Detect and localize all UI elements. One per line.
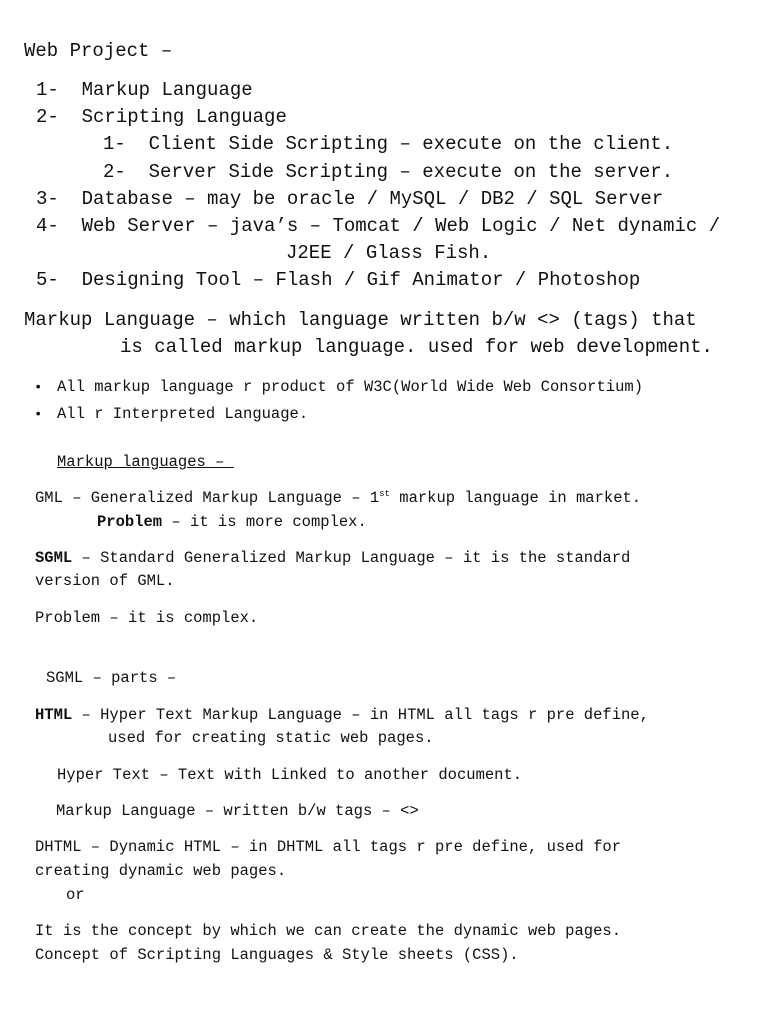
bullet-text: All r Interpreted Language.	[57, 405, 309, 423]
markup-language-note: Markup Language – written b/w tags – <>	[56, 802, 419, 820]
list-text: Scripting Language	[81, 106, 287, 128]
list-item-1	[36, 81, 253, 100]
html-definition-line-1: HTML – Hyper Text Markup Language – in HTML all tags r pre define,	[35, 706, 649, 724]
markup-definition-line-1: Markup Language – which language written b/w <> (tags) that	[24, 309, 697, 331]
hyper-text-definition: Hyper Text – Text with Linked to another document.	[57, 766, 523, 784]
problem-label: Problem	[97, 513, 163, 531]
sub-item-1	[103, 135, 673, 154]
sgml-definition-line-1: SGML – Standard Generalized Markup Language – it is the standard	[35, 549, 631, 567]
list-item-3	[36, 190, 663, 209]
list-item-4	[36, 217, 720, 236]
list-number: 3-	[36, 188, 59, 210]
or-separator: or	[66, 886, 85, 904]
sgml-problem: Problem – it is complex.	[35, 609, 259, 627]
list-number: 5-	[36, 269, 59, 291]
page-title: Web Project –	[24, 40, 173, 62]
sgml-parts-heading: SGML – parts –	[46, 669, 177, 687]
section-heading: Markup languages –	[57, 453, 234, 471]
list-item-4-continued: J2EE / Glass Fish.	[286, 242, 492, 264]
html-definition-line-2: used for creating static web pages.	[108, 729, 434, 747]
list-text: Server Side Scripting – execute on the server.	[148, 161, 674, 183]
bullet-icon: •	[34, 380, 43, 396]
list-text: Database – may be oracle / MySQL / DB2 / SQL Server	[81, 188, 664, 210]
sgml-definition-line-2: version of GML.	[35, 572, 175, 590]
list-text: Designing Tool – Flash / Gif Animator / Photoshop	[81, 269, 641, 291]
markup-definition-line-2: is called markup language. used for web development.	[120, 336, 713, 358]
sgml-label: SGML	[35, 549, 73, 567]
list-text: Web Server – java’s – Tomcat / Web Logic / Net dynamic /	[81, 215, 721, 237]
sub-item-2	[103, 163, 673, 182]
list-text: Client Side Scripting – execute on the client.	[148, 133, 674, 155]
gml-problem: Problem – it is more complex.	[97, 513, 367, 531]
list-number: 2-	[103, 161, 126, 183]
list-item-5	[36, 271, 640, 290]
dhtml-definition-line-2: creating dynamic web pages.	[35, 862, 287, 880]
list-text: Markup Language	[81, 79, 253, 101]
html-label: HTML	[35, 706, 73, 724]
list-number: 4-	[36, 215, 59, 237]
list-number: 2-	[36, 106, 59, 128]
list-number: 1-	[36, 79, 59, 101]
dhtml-definition-line-1: DHTML – Dynamic HTML – in DHTML all tags r pre define, used for	[35, 838, 621, 856]
list-number: 1-	[103, 133, 126, 155]
ordinal-suffix: st	[379, 489, 390, 499]
gml-definition: GML – Generalized Markup Language – 1st markup language in market.	[35, 489, 642, 507]
concept-line-2: Concept of Scripting Languages & Style sheets (CSS).	[35, 946, 519, 964]
concept-line-1: It is the concept by which we can create the dynamic web pages.	[35, 922, 621, 940]
bullet-text: All markup language r product of W3C(World Wide Web Consortium)	[57, 378, 643, 396]
list-item-2	[36, 108, 287, 127]
bullet-icon: •	[34, 407, 43, 423]
